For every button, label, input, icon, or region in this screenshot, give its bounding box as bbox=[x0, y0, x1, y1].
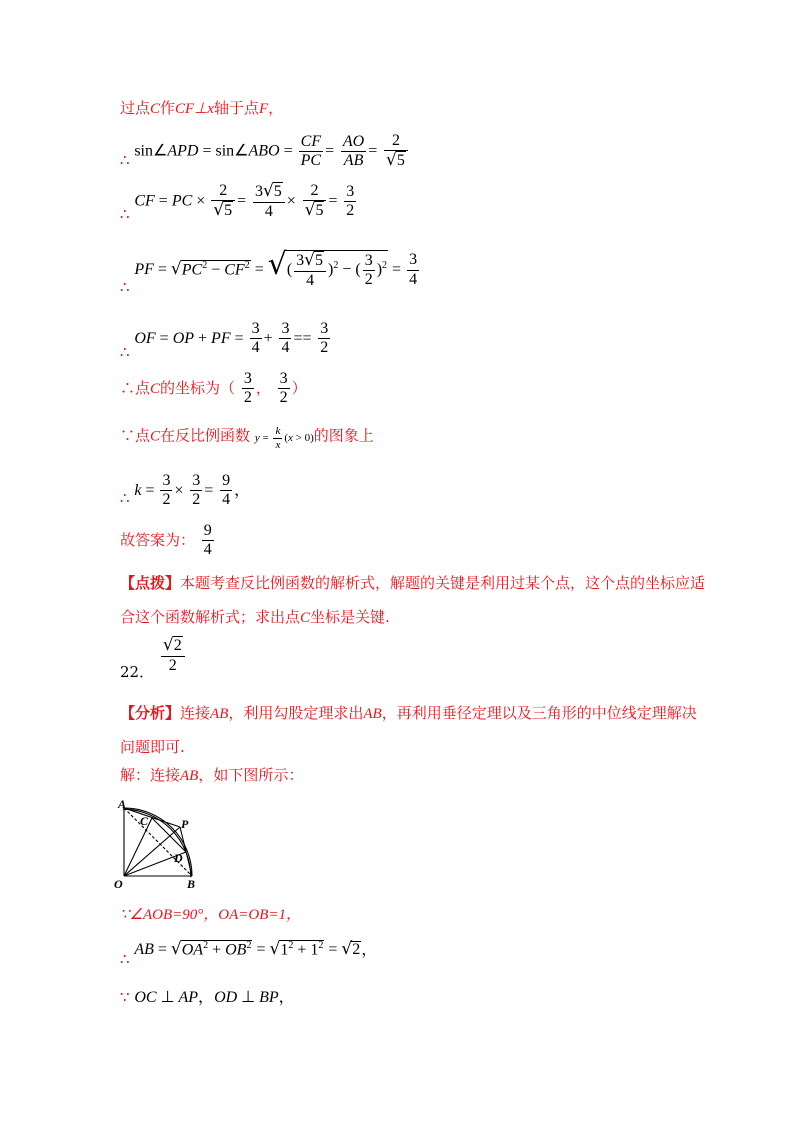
line-answer: 故答案为： $\frac{9}{4}$ bbox=[120, 522, 212, 559]
segment-ap bbox=[124, 808, 180, 827]
line-c-coordinates: ∴点C的坐标为（ $\frac{3}{2}$ ， $\frac{3}{2}$ ） bbox=[120, 370, 307, 407]
text: ， bbox=[234, 481, 251, 499]
text: ， bbox=[198, 989, 215, 1006]
segment-op bbox=[124, 827, 180, 876]
therefore-symbol: ∴ bbox=[120, 488, 130, 507]
question-number: 22． bbox=[120, 663, 155, 682]
line-k-value: ∴ k = $\frac{3}{2}$ × $\frac{3}{2}$ = $\frac{9}{4}$ ， bbox=[120, 472, 251, 509]
point-c: C bbox=[300, 610, 311, 626]
text: 坐标是关键. bbox=[310, 608, 390, 626]
label-o: O bbox=[114, 877, 123, 891]
solution-line bbox=[120, 768, 303, 784]
because-symbol: ∵ bbox=[120, 988, 130, 1006]
segment-ab: AB bbox=[363, 706, 382, 722]
text: ， bbox=[278, 989, 295, 1006]
segment-ab: AB bbox=[210, 706, 229, 722]
label-c: C bbox=[140, 814, 149, 828]
because-symbol: ∵ bbox=[120, 426, 136, 445]
therefore-symbol: ∴ bbox=[120, 205, 130, 224]
segment-ab: AB bbox=[180, 768, 199, 784]
text: ，再利用垂径定理以及三角形的中位线定理解决 bbox=[381, 704, 697, 722]
text: 问题即可. bbox=[120, 738, 185, 756]
text: 连接 bbox=[180, 704, 211, 722]
therefore-symbol: ∴ bbox=[120, 378, 136, 397]
line-pf-value: ∴ PF = $√PC^2 - CF^2$ = √( $\frac{3√5}{4}$ )$^2$ − ( $\frac{3}{2}$ )$^2$ = $\frac{3}{4}$ bbox=[120, 247, 418, 297]
therefore-symbol: ∴ bbox=[120, 950, 130, 969]
therefore-symbol: ∴ bbox=[120, 151, 130, 170]
text: 点 bbox=[135, 378, 151, 397]
text: 解：连接 bbox=[120, 766, 181, 784]
point-c: C bbox=[150, 428, 161, 445]
text: 点 bbox=[135, 426, 151, 445]
cf-perp-x: CF⊥x bbox=[175, 101, 214, 117]
line-of-value: ∴ OF = OP + PF = $\frac{3}{4}$ + $\frac{3}{4}$ == $\frac{3}{2}$ bbox=[120, 320, 329, 361]
point-f: F bbox=[258, 101, 269, 117]
given-text: ∵∠AOB=90°，OA=OB=1， bbox=[120, 907, 302, 923]
text: ， bbox=[255, 378, 271, 397]
text: 的图象上 bbox=[313, 426, 374, 445]
text: 合这个函数解析式；求出点 bbox=[120, 608, 301, 626]
comment-line-2 bbox=[120, 610, 390, 626]
text: ， bbox=[361, 941, 378, 959]
line-inverse-function: ∵点C在反比例函数 y = $\frac{k}{x}$ (x > 0)的图象上 bbox=[120, 425, 374, 451]
geometry-figure bbox=[114, 800, 204, 892]
given-line bbox=[120, 907, 301, 923]
therefore-symbol: ∴ bbox=[120, 342, 130, 361]
point-c: C bbox=[150, 380, 161, 397]
comment-line-1 bbox=[120, 576, 705, 591]
line-construct-cf bbox=[120, 101, 283, 117]
line-cf-value: ∴ CF = PC × $\frac{2}{√5}$ = $\frac{3√5}{4}$ × $\frac{2}{√5}$ = $\frac{3}{2}$ bbox=[120, 181, 355, 224]
text: 的坐标为（ bbox=[160, 378, 236, 397]
point-c: C bbox=[150, 101, 161, 117]
comment-label: 【点拨】 bbox=[120, 574, 181, 592]
text: 在反比例函数 bbox=[160, 426, 251, 445]
text: 过点 bbox=[120, 99, 151, 117]
line-perpendiculars: ∵ OC ⊥ AP，OD ⊥ BP， bbox=[120, 988, 295, 1006]
text: ） bbox=[291, 378, 307, 397]
text: ， bbox=[268, 99, 284, 117]
analysis-line-1 bbox=[120, 706, 697, 722]
text: ，如下图所示： bbox=[198, 766, 304, 784]
therefore-symbol: ∴ bbox=[120, 278, 130, 297]
label-b: B bbox=[187, 877, 196, 891]
text: 作 bbox=[160, 99, 176, 117]
line-ab-value: ∴ AB = $√OA^2 + OB^2 = √1^2 + 1^2 = √2$， bbox=[120, 939, 378, 969]
label-p: P bbox=[181, 817, 189, 831]
text: 故答案为： bbox=[120, 530, 196, 549]
analysis-line-2 bbox=[120, 740, 185, 755]
analysis-label: 【分析】 bbox=[120, 704, 181, 722]
text: 本题考查反比例函数的解析式，解题的关键是利用过某个点，这个点的坐标应适 bbox=[180, 574, 706, 592]
text: 轴于点 bbox=[213, 99, 259, 117]
text: ，利用勾股定理求出 bbox=[228, 704, 364, 722]
line-sin-equation: ∴ sin∠APD = sin∠ABO = $\frac{CF}{PC}$ = $\frac{AO}{AB}$ = $\frac{2}{√5}$ bbox=[120, 132, 410, 171]
label-d: D bbox=[174, 851, 183, 865]
label-a: A bbox=[118, 800, 127, 811]
question-22-answer: 22． $\frac{√2}{2}$ bbox=[120, 636, 187, 675]
